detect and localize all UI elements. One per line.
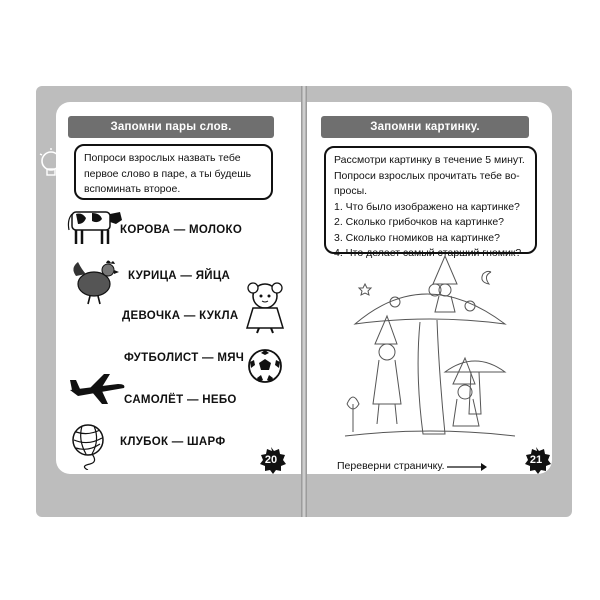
instruction-line: Рассмотри картинку в течение 5 минут. [334, 154, 525, 166]
right-page [307, 86, 572, 517]
right-page-header: Запомни картинку. [321, 116, 529, 138]
page-number-badge [256, 446, 286, 474]
word-pair: ФУТБОЛИСТ — МЯЧ [124, 352, 245, 364]
instruction-line: первое слово в паре, а ты будешь [84, 167, 252, 180]
word-pair: КЛУБОК — ШАРФ [120, 436, 226, 448]
question-item: 1. Что было изображено на картинке? [334, 200, 520, 213]
cow-icon [66, 204, 126, 246]
instruction-line: просы. [334, 185, 368, 197]
word-pair: КОРОВА — МОЛОКО [120, 224, 243, 236]
right-instruction-box [324, 146, 537, 259]
instruction-line: Попроси взрослых прочитать тебе во- [334, 169, 520, 182]
doll-icon [241, 280, 289, 334]
left-instruction-box [74, 144, 273, 200]
turn-page-text: Переверни страничку. [337, 460, 445, 472]
page-number: 20 [264, 454, 278, 466]
mushroom-gnomes-illustration [335, 254, 525, 444]
left-page-header: Запомни пары слов. [68, 116, 274, 138]
word-pair: САМОЛЁТ — НЕБО [124, 394, 237, 406]
lightbulb-icon [36, 146, 66, 186]
instruction-line: Попроси взрослых назвать тебе [84, 152, 241, 164]
word-pair: КУРИЦА — ЯЙЦА [128, 270, 231, 282]
page-number: 21 [529, 454, 543, 466]
question-item: 4. Что делает самый старший гномик? [334, 247, 522, 259]
page-number-badge [521, 446, 551, 474]
question-item: 3. Сколько гномиков на картинке? [334, 231, 500, 244]
left-page [36, 86, 301, 517]
instruction-line: вспоминать второе. [84, 183, 181, 195]
arrow-right-icon [447, 461, 487, 473]
word-pair: ДЕВОЧКА — КУКЛА [122, 310, 239, 322]
hen-icon [68, 256, 120, 306]
yarn-ball-icon [68, 420, 112, 470]
open-book [36, 86, 572, 517]
airplane-icon [68, 372, 126, 406]
soccer-ball-icon [247, 348, 283, 384]
question-item: 2. Сколько грибочков на картинке? [334, 216, 505, 228]
